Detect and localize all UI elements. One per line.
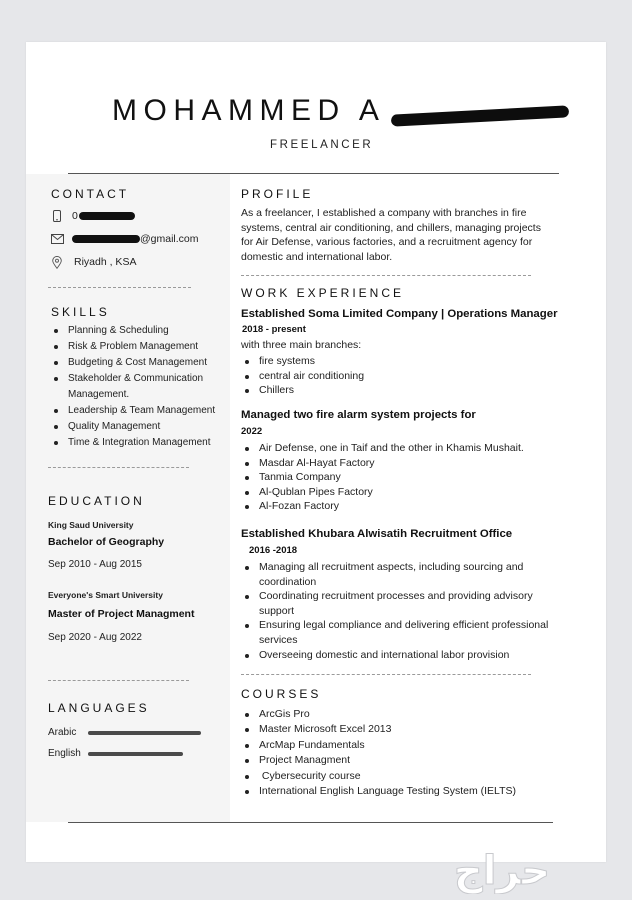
job-1-bullets bbox=[241, 354, 561, 398]
job-bullet: Managing all recruitment aspects, including sourcing and coordination bbox=[241, 560, 561, 589]
job-2-dates: 2022 bbox=[241, 426, 263, 437]
education-university: King Saud University bbox=[48, 520, 134, 530]
footer-divider bbox=[68, 822, 553, 823]
job-bullet: Coordinating recruitment processes and providing advisory support bbox=[241, 589, 561, 618]
course-item: ArcGis Pro bbox=[241, 707, 561, 722]
skills-divider bbox=[48, 467, 189, 468]
education-university: Everyone's Smart University bbox=[48, 590, 163, 600]
skill-item-continuation: Management. bbox=[68, 389, 130, 400]
contact-email bbox=[50, 233, 199, 245]
experience-heading: WORK EXPERIENCE bbox=[241, 286, 405, 300]
phone-prefix: 0 bbox=[72, 210, 78, 222]
profile-heading: PROFILE bbox=[241, 187, 314, 201]
language-level-bar bbox=[88, 731, 201, 735]
job-bullet: Chillers bbox=[241, 383, 561, 398]
job-bullet: Overseeing domestic and international labor provision bbox=[241, 648, 561, 663]
language-level-bar bbox=[88, 752, 183, 756]
job-bullet: fire systems bbox=[241, 354, 561, 369]
skills-heading: SKILLS bbox=[51, 305, 110, 319]
education-degree: Bachelor of Geography bbox=[48, 536, 165, 548]
watermark-text: حراج bbox=[453, 848, 551, 894]
contact-location bbox=[50, 256, 136, 268]
job-bullet: central air conditioning bbox=[241, 369, 561, 384]
location-text: Riyadh , KSA bbox=[74, 256, 137, 268]
contact-divider bbox=[48, 287, 191, 288]
job-bullet: Al-Fozan Factory bbox=[241, 499, 561, 514]
skill-item: Risk & Problem Management bbox=[50, 339, 230, 355]
name-redaction bbox=[391, 105, 569, 126]
skills-list bbox=[50, 323, 230, 451]
skill-item: Leadership & Team Management bbox=[50, 403, 230, 419]
education-divider bbox=[48, 680, 189, 681]
education-dates: Sep 2010 - Aug 2015 bbox=[48, 559, 142, 570]
phone-redaction bbox=[79, 212, 135, 220]
job-3-dates: 2016 -2018 bbox=[249, 545, 298, 556]
education-degree: Master of Project Managment bbox=[48, 608, 195, 620]
course-item: Cybersecurity course bbox=[241, 769, 561, 784]
profile-text: As a freelancer, I established a company with branches in fire systems, central air conditioning, and chillers, managing projects for Air Defense, various factories, and a recruitment agency for domestic and international labor. bbox=[241, 207, 541, 263]
email-suffix: @gmail.com bbox=[140, 233, 199, 245]
job-3-title: Established Khubara Alwisatih Recruitment Office bbox=[241, 528, 513, 540]
job-title: FREELANCER bbox=[270, 139, 374, 151]
course-item: Master Microsoft Excel 2013 bbox=[241, 722, 561, 737]
education-dates: Sep 2020 - Aug 2022 bbox=[48, 632, 142, 643]
job-1-intro: with three main branches: bbox=[241, 339, 362, 351]
languages-heading: LANGUAGES bbox=[48, 701, 150, 715]
job-1-title: Established Soma Limited Company | Operations Manager bbox=[241, 308, 558, 320]
job-2-title: Managed two fire alarm system projects for bbox=[241, 409, 476, 421]
mail-icon bbox=[50, 233, 64, 245]
location-pin-icon bbox=[50, 256, 64, 268]
experience-divider bbox=[241, 674, 531, 675]
course-item: ArcMap Fundamentals bbox=[241, 738, 561, 753]
job-bullet: Masdar Al-Hayat Factory bbox=[241, 456, 561, 471]
skill-item: Quality Management bbox=[50, 419, 230, 435]
language-name: English bbox=[48, 748, 81, 759]
course-item: Project Managment bbox=[241, 753, 561, 768]
contact-phone bbox=[50, 210, 135, 222]
resume-page bbox=[26, 42, 606, 862]
contact-heading: CONTACT bbox=[51, 187, 130, 201]
job-3-bullets bbox=[241, 560, 561, 662]
skill-item: Time & Integration Management bbox=[50, 435, 230, 451]
job-bullet: Tanmia Company bbox=[241, 470, 561, 485]
job-2-bullets bbox=[241, 441, 561, 514]
email-redaction bbox=[72, 235, 140, 243]
job-bullet: Al-Qublan Pipes Factory bbox=[241, 485, 561, 500]
job-bullet: Ensuring legal compliance and delivering efficient professional services bbox=[241, 618, 561, 647]
course-item: International English Language Testing System (IELTS) bbox=[241, 784, 561, 799]
candidate-name: MOHAMMED A bbox=[112, 94, 569, 128]
language-name: Arabic bbox=[48, 727, 77, 738]
courses-list bbox=[241, 707, 561, 799]
education-heading: EDUCATION bbox=[48, 494, 145, 508]
job-bullet: Air Defense, one in Taif and the other in Khamis Mushait. bbox=[241, 441, 561, 456]
skill-item: Stakeholder & Communication bbox=[50, 371, 230, 387]
job-1-dates: 2018 - present bbox=[242, 324, 306, 335]
skill-item: Planning & Scheduling bbox=[50, 323, 230, 339]
profile-divider bbox=[241, 275, 531, 276]
courses-heading: COURSES bbox=[241, 687, 322, 701]
header-divider bbox=[68, 173, 559, 174]
skill-item: Budgeting & Cost Management bbox=[50, 355, 230, 371]
watermark-logo bbox=[392, 846, 612, 894]
phone-icon bbox=[50, 210, 64, 222]
